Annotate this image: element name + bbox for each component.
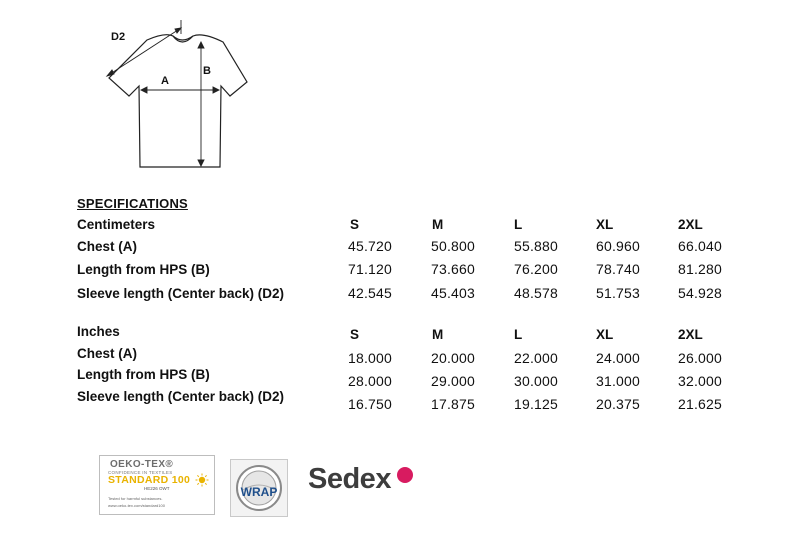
- cell-value: 60.960: [596, 238, 641, 254]
- cell-value: 31.000: [596, 373, 641, 389]
- oeko-fine-2: www.oeko-tex.com/standard100: [108, 503, 165, 508]
- oeko-brand: OEKO-TEX®: [110, 459, 174, 470]
- sun-icon: [195, 473, 209, 487]
- cell-value: 19.125: [514, 396, 559, 412]
- cell-value: 29.000: [431, 373, 476, 389]
- cell-value: 30.000: [514, 373, 559, 389]
- cell-value: 24.000: [596, 350, 641, 366]
- cell-value: 76.200: [514, 261, 559, 277]
- row-label-chest: Chest (A): [77, 346, 137, 361]
- cell-value: 54.928: [678, 285, 723, 301]
- cell-value: 16.750: [348, 396, 393, 412]
- tshirt-measurement-diagram: [95, 14, 265, 174]
- cell-value: 45.403: [431, 285, 476, 301]
- cell-value: 26.000: [678, 350, 723, 366]
- cell-value: 22.000: [514, 350, 559, 366]
- cell-value: 48.578: [514, 285, 559, 301]
- cell-value: 55.880: [514, 238, 559, 254]
- row-label-sleeve: Sleeve length (Center back) (D2): [77, 286, 285, 301]
- oeko-tagline: CONFIDENCE IN TEXTILES: [108, 470, 173, 475]
- row-label-chest: Chest (A): [77, 239, 137, 254]
- size-header-xl: XL: [596, 217, 614, 232]
- label-a: A: [161, 75, 169, 87]
- wrap-certification-logo: [230, 459, 288, 517]
- row-label-length: Length from HPS (B): [77, 367, 210, 382]
- size-header-l: L: [514, 217, 523, 232]
- cell-value: 45.720: [348, 238, 393, 254]
- row-label-length: Length from HPS (B): [77, 262, 210, 277]
- oeko-code: HE226 OWT: [144, 486, 170, 491]
- oeko-fine-1: Tested for harmful substances.: [108, 496, 163, 501]
- label-d2: D2: [111, 31, 126, 43]
- unit-label-centimeters: Centimeters: [77, 217, 156, 232]
- cell-value: 50.800: [431, 238, 476, 254]
- size-header-2xl: 2XL: [678, 217, 703, 232]
- cell-value: 21.625: [678, 396, 723, 412]
- cell-value: 71.120: [348, 261, 393, 277]
- tshirt-outline: [109, 35, 247, 167]
- wrap-seal-icon: [231, 460, 287, 516]
- cell-value: 32.000: [678, 373, 723, 389]
- cell-value: 17.875: [431, 396, 476, 412]
- oeko-standard: STANDARD 100: [108, 474, 191, 486]
- cell-value: 81.280: [678, 261, 723, 277]
- cell-value: 42.545: [348, 285, 393, 301]
- sedex-dot-icon: [396, 466, 414, 484]
- cell-value: 66.040: [678, 238, 723, 254]
- sedex-wordmark: Sedex: [308, 463, 391, 495]
- specifications-title: SPECIFICATIONS: [77, 196, 188, 211]
- cell-value: 28.000: [348, 373, 393, 389]
- wrap-text: WRAP: [240, 485, 278, 499]
- oeko-tex-logo: [99, 455, 215, 515]
- size-header-2xl: 2XL: [678, 327, 703, 342]
- size-header-m: M: [432, 217, 444, 232]
- size-header-s: S: [350, 327, 360, 342]
- size-header-l: L: [514, 327, 523, 342]
- cell-value: 20.375: [596, 396, 641, 412]
- cell-value: 18.000: [348, 350, 393, 366]
- size-header-xl: XL: [596, 327, 614, 342]
- sedex-logo: [308, 463, 420, 503]
- cell-value: 20.000: [431, 350, 476, 366]
- label-b: B: [203, 65, 211, 77]
- unit-label-inches: Inches: [77, 324, 120, 339]
- cell-value: 78.740: [596, 261, 641, 277]
- cell-value: 73.660: [431, 261, 476, 277]
- size-header-m: M: [432, 327, 444, 342]
- row-label-sleeve: Sleeve length (Center back) (D2): [77, 389, 285, 404]
- cell-value: 51.753: [596, 285, 641, 301]
- size-header-s: S: [350, 217, 360, 232]
